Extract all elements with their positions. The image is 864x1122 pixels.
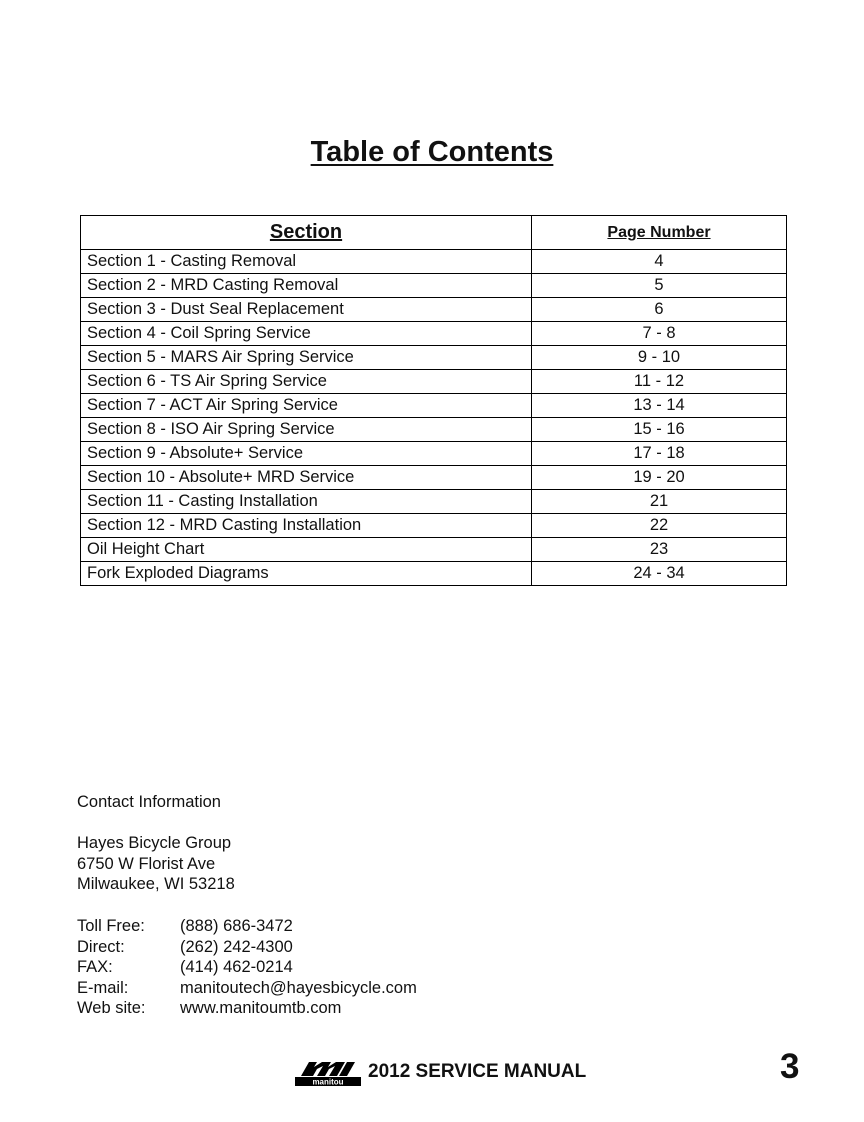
- page-cell: 22: [532, 514, 787, 538]
- section-cell: Section 7 - ACT Air Spring Service: [81, 394, 532, 418]
- table-row: [81, 418, 787, 442]
- address-block: [77, 833, 235, 895]
- contact-value: www.manitoumtb.com: [180, 999, 342, 1017]
- page-cell: 19 - 20: [532, 466, 787, 490]
- page-column-header: Page Number: [532, 216, 787, 250]
- page-cell: 11 - 12: [532, 370, 787, 394]
- table-header-row: [81, 216, 787, 250]
- page-cell: 4: [532, 250, 787, 274]
- page-cell: 6: [532, 298, 787, 322]
- contact-label: Web site:: [77, 999, 146, 1017]
- manitou-logo: [295, 1058, 361, 1086]
- contact-line-website: [77, 998, 417, 1019]
- contact-value: (262) 242-4300: [180, 937, 293, 956]
- contact-label: E-mail:: [77, 978, 129, 997]
- table-row: [81, 466, 787, 490]
- section-cell: Section 9 - Absolute+ Service: [81, 442, 532, 466]
- section-cell: Oil Height Chart: [81, 538, 532, 562]
- page-cell: 5: [532, 274, 787, 298]
- table-row: [81, 298, 787, 322]
- table-row: [81, 274, 787, 298]
- contact-line-direct: [77, 937, 417, 958]
- page-cell: 13 - 14: [532, 394, 787, 418]
- section-cell: Section 8 - ISO Air Spring Service: [81, 418, 532, 442]
- table-row: [81, 442, 787, 466]
- company-name: Hayes Bicycle Group: [77, 834, 232, 852]
- section-cell: Section 2 - MRD Casting Removal: [81, 274, 532, 298]
- section-cell: Section 5 - MARS Air Spring Service: [81, 346, 532, 370]
- contact-value: (414) 462-0214: [180, 958, 293, 976]
- page-cell: 7 - 8: [532, 322, 787, 346]
- page-title: Table of Contents: [310, 136, 554, 168]
- table-row: [81, 346, 787, 370]
- page-number: 3: [780, 1047, 800, 1086]
- contact-line-fax: [77, 957, 417, 978]
- section-cell: Section 11 - Casting Installation: [81, 490, 532, 514]
- section-cell: Section 6 - TS Air Spring Service: [81, 370, 532, 394]
- table-row: [81, 370, 787, 394]
- section-column-header: Section: [81, 216, 532, 250]
- table-of-contents: [80, 215, 787, 586]
- table-row: [81, 490, 787, 514]
- contact-label: FAX:: [77, 958, 113, 976]
- table-row: [81, 394, 787, 418]
- contact-label: Toll Free:: [77, 917, 145, 935]
- logo-wordmark: manitou: [312, 1077, 344, 1086]
- section-cell: Section 4 - Coil Spring Service: [81, 322, 532, 346]
- contact-value: manitoutech@hayesbicycle.com: [180, 978, 417, 997]
- contact-label: Direct:: [77, 937, 125, 956]
- footer: [295, 1057, 586, 1087]
- table-row: [81, 250, 787, 274]
- page-cell: 15 - 16: [532, 418, 787, 442]
- contact-value: (888) 686-3472: [180, 917, 293, 935]
- contact-lines: [77, 916, 417, 1019]
- section-cell: Section 12 - MRD Casting Installation: [81, 514, 532, 538]
- table-body: [81, 250, 787, 586]
- contact-line-email: [77, 978, 417, 999]
- table-row: [81, 562, 787, 586]
- page-cell: 9 - 10: [532, 346, 787, 370]
- section-cell: Section 10 - Absolute+ MRD Service: [81, 466, 532, 490]
- section-cell: Section 1 - Casting Removal: [81, 250, 532, 274]
- page-cell: 17 - 18: [532, 442, 787, 466]
- page-cell: 23: [532, 538, 787, 562]
- section-cell: Section 3 - Dust Seal Replacement: [81, 298, 532, 322]
- table-row: [81, 538, 787, 562]
- page-cell: 21: [532, 490, 787, 514]
- table-row: [81, 514, 787, 538]
- city-state-zip: Milwaukee, WI 53218: [77, 875, 235, 893]
- page-cell: 24 - 34: [532, 562, 787, 586]
- table-row: [81, 322, 787, 346]
- street-address: 6750 W Florist Ave: [77, 854, 216, 873]
- section-cell: Fork Exploded Diagrams: [81, 562, 532, 586]
- contact-line-toll-free: [77, 916, 417, 937]
- contact-heading: Contact Information: [77, 793, 221, 811]
- manual-title: 2012 SERVICE MANUAL: [368, 1061, 587, 1082]
